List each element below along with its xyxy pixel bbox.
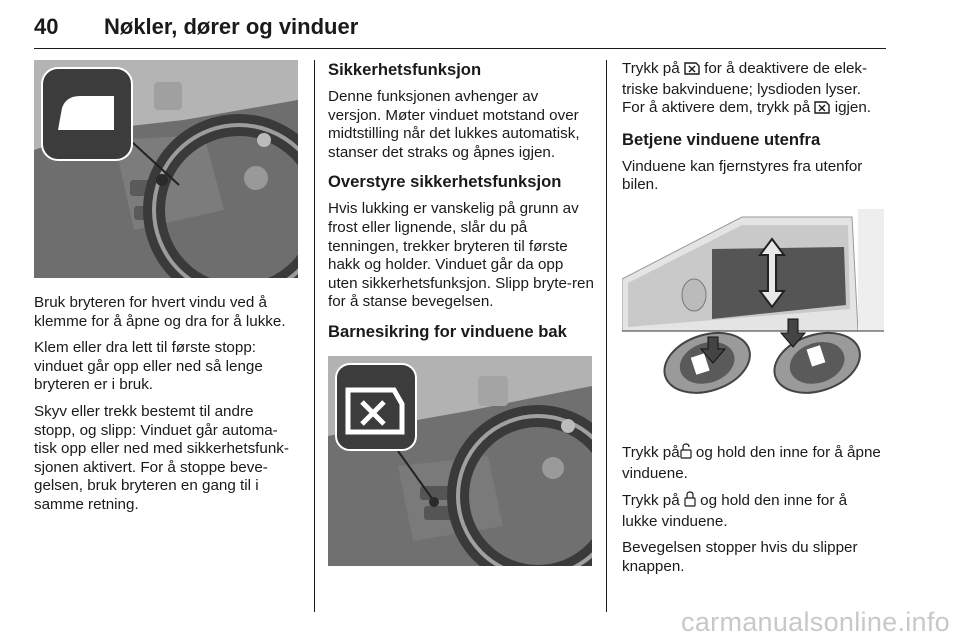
text-run: Trykk på: [622, 443, 680, 461]
paragraph: Skyv eller trekk bestemt til andre stopp, og slipp: Vinduet går automa-tisk opp eller ned med sikkerhetsfunk-sjonen aktivert. For å stoppe beve-gelsen, bruk bryteren en gang til i samme retning.: [34, 402, 289, 513]
text-run: og hold den inne for å lukke vinduene.: [622, 492, 848, 530]
paragraph: [622, 60, 886, 120]
child-lock-icon: [684, 61, 700, 81]
text-run: for å deaktivere de elek-triske bakvinduene; lysdioden lyser. For å aktivere dem, trykk på: [622, 60, 868, 117]
section-heading: Betjene vinduene utenfra: [622, 129, 821, 149]
watermark-text: carmanualsonline.info: [681, 607, 950, 637]
section-heading: Sikkerhetsfunksjon: [328, 60, 482, 79]
column-divider-2: [606, 60, 607, 612]
section-heading: Overstyre sikkerhetsfunksjon: [328, 172, 562, 192]
text-run: igjen.: [834, 99, 872, 117]
column-3: [622, 60, 886, 577]
child-lock-switch-photo: [328, 356, 592, 566]
paragraph: Bruk bryteren for hvert vindu ved å klemme for å åpne og dra for å lukke.: [34, 294, 286, 330]
lock-icon: [684, 491, 696, 513]
text-run: Trykk på: [622, 492, 680, 510]
column-1: [34, 60, 298, 515]
child-lock-icon: [814, 100, 830, 120]
unlock-icon: [680, 443, 692, 465]
paragraph: Klem eller dra lett til første stopp: vinduet går opp eller ned så lenge bryteren er i bruk.: [34, 339, 263, 394]
text-run: Trykk på: [622, 60, 680, 77]
remote-window-control-illustration: [622, 209, 884, 431]
paragraph: [622, 491, 886, 531]
page-number: 40: [34, 14, 59, 39]
column-divider-1: [314, 60, 315, 612]
page-header: [34, 6, 886, 46]
section-heading: Barnesikring for vinduene bak: [328, 321, 567, 341]
paragraph: Hvis lukking er vanskelig på grunn av frost eller lignende, slår du på tenningen, trekker bryteren til første hakk og holder. Vinduet går da opp uten sikkerhetsfunksjon. Slipp bryte-ren for å stanse bevegelsen.: [328, 200, 594, 311]
column-2: [328, 60, 594, 566]
page-title: Nøkler, dører og vinduer: [104, 14, 359, 39]
text-run: og hold den inne for å åpne vinduene.: [622, 443, 881, 482]
paragraph: Denne funksjonen avhenger av versjon. Møter vinduet motstand over midtstilling når det lukkes automatisk, stanser det straks og åpnes igjen.: [328, 88, 580, 161]
door-window-switch-photo: [34, 60, 298, 278]
header-divider: [34, 48, 886, 49]
paragraph: Bevegelsen stopper hvis du slipper knappen.: [622, 539, 858, 575]
paragraph: Vinduene kan fjernstyres fra utenfor bilen.: [622, 157, 863, 194]
paragraph: [622, 443, 886, 483]
